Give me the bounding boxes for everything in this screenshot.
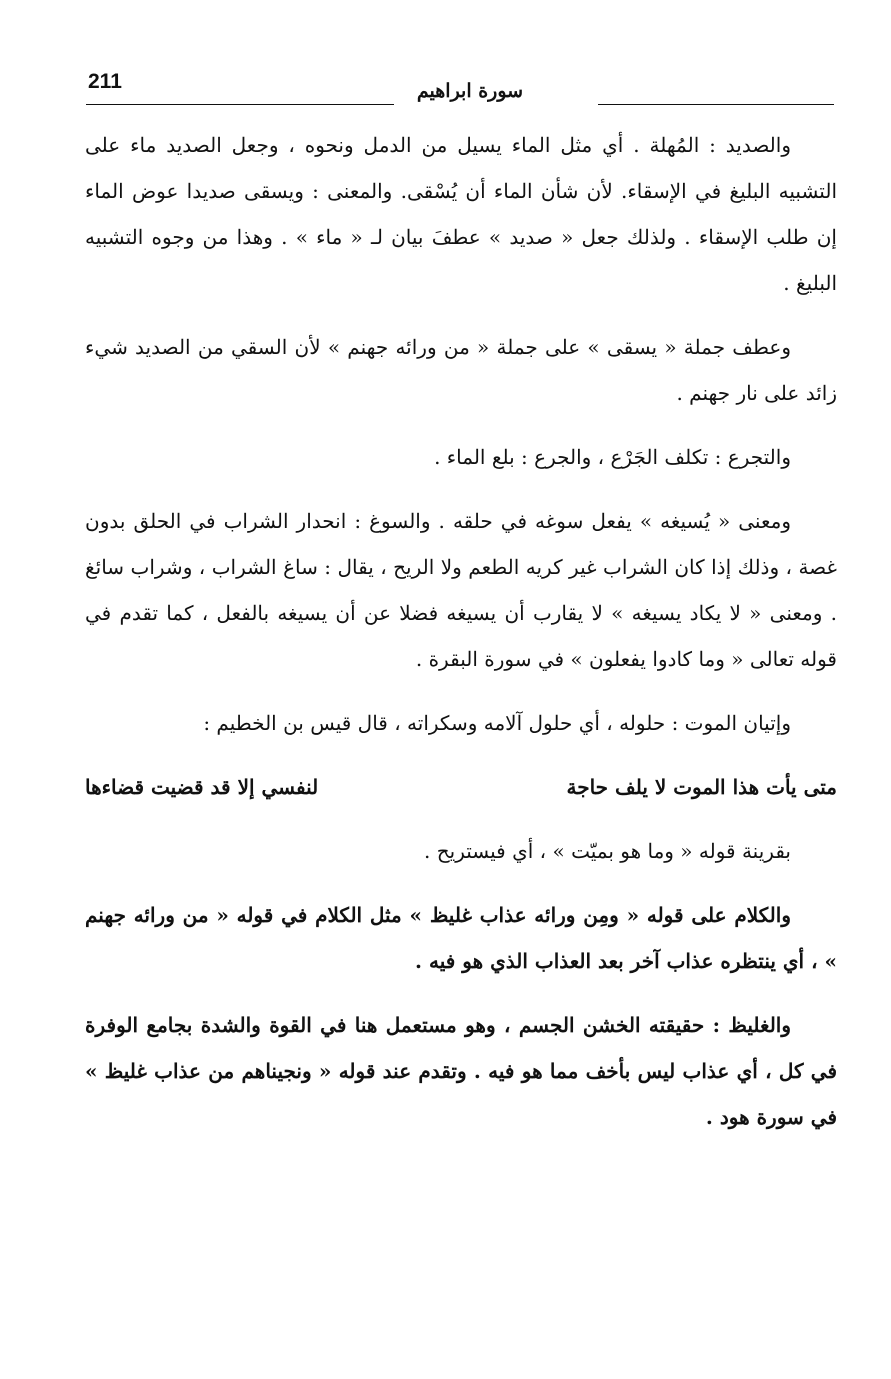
verse-first-hemistich: متى يأت هذا الموت لا يلف حاجة xyxy=(566,775,837,799)
header-rule-left xyxy=(86,104,394,105)
paragraph-bi-qarina: بقرينة قوله « وما هو بميّت » ، أي فيستريح . xyxy=(424,839,791,863)
poetry-verse xyxy=(85,764,837,810)
paragraph-yusighuh: ومعنى « يُسيغه » يفعل سوغه في حلقه . والسوغ : انحدار الشراب في الحلق بدون غصة ، وذلك إذا كان الشراب غير كريه الطعم ولا الريح ، يقال : ساغ الشراب ، وشراب سائغ . ومعنى « لا يكاد يسيغه » لا يقارب أن يسيغه فضلا عن أن يسيغه بالفعل ، كما تقدم في قوله تعالى « وما كادوا يفعلون » في سورة البقرة . xyxy=(85,509,837,671)
paragraph-tajarru: والتجرع : تكلف الجَرْع ، والجرع : بلع الماء . xyxy=(434,445,791,469)
paragraph-ghaliz: والغليظ : حقيقته الخشن الجسم ، وهو مستعمل هنا في القوة والشدة بجامع الوفرة في كل ، أي عذاب ليس بأخف مما هو فيه . وتقدم عند قوله « ونجيناهم من عذاب غليظ » في سورة هود . xyxy=(85,1013,837,1129)
page-number: 211 xyxy=(88,70,122,93)
header-rule-right xyxy=(598,104,834,105)
paragraph-kalam: والكلام على قوله « ومِن ورائه عذاب غليظ » مثل الكلام في قوله « من ورائه جهنم » ، أي ينتظره عذاب آخر بعد العذاب الذي هو فيه . xyxy=(85,903,837,973)
paragraph-ityan-almawt: وإتيان الموت : حلوله ، أي حلول آلامه وسكراته ، قال قيس بن الخطيم : xyxy=(203,711,791,735)
paragraph-sadid: والصديد : المُهلة . أي مثل الماء يسيل من الدمل ونحوه ، وجعل الصديد ماء على التشبيه البليغ في الإسقاء. لأن شأن الماء أن يُسْقى. والمعنى : ويسقى صديدا عوض الماء إن طلب الإسقاء . ولذلك جعل « صديد » عطفَ بيان لـ « ماء » . وهذا من وجوه التشبيه البليغ . xyxy=(85,133,837,295)
running-title: سورة ابراهيم xyxy=(416,80,524,102)
body-text xyxy=(85,122,837,1158)
paragraph-atf-jumla: وعطف جملة « يسقى » على جملة « من ورائه جهنم » لأن السقي من الصديد شيء زائد على نار جهنم . xyxy=(85,335,837,405)
page-header xyxy=(0,0,891,110)
verse-second-hemistich: لنفسي إلا قد قضيت قضاءها xyxy=(85,775,319,799)
